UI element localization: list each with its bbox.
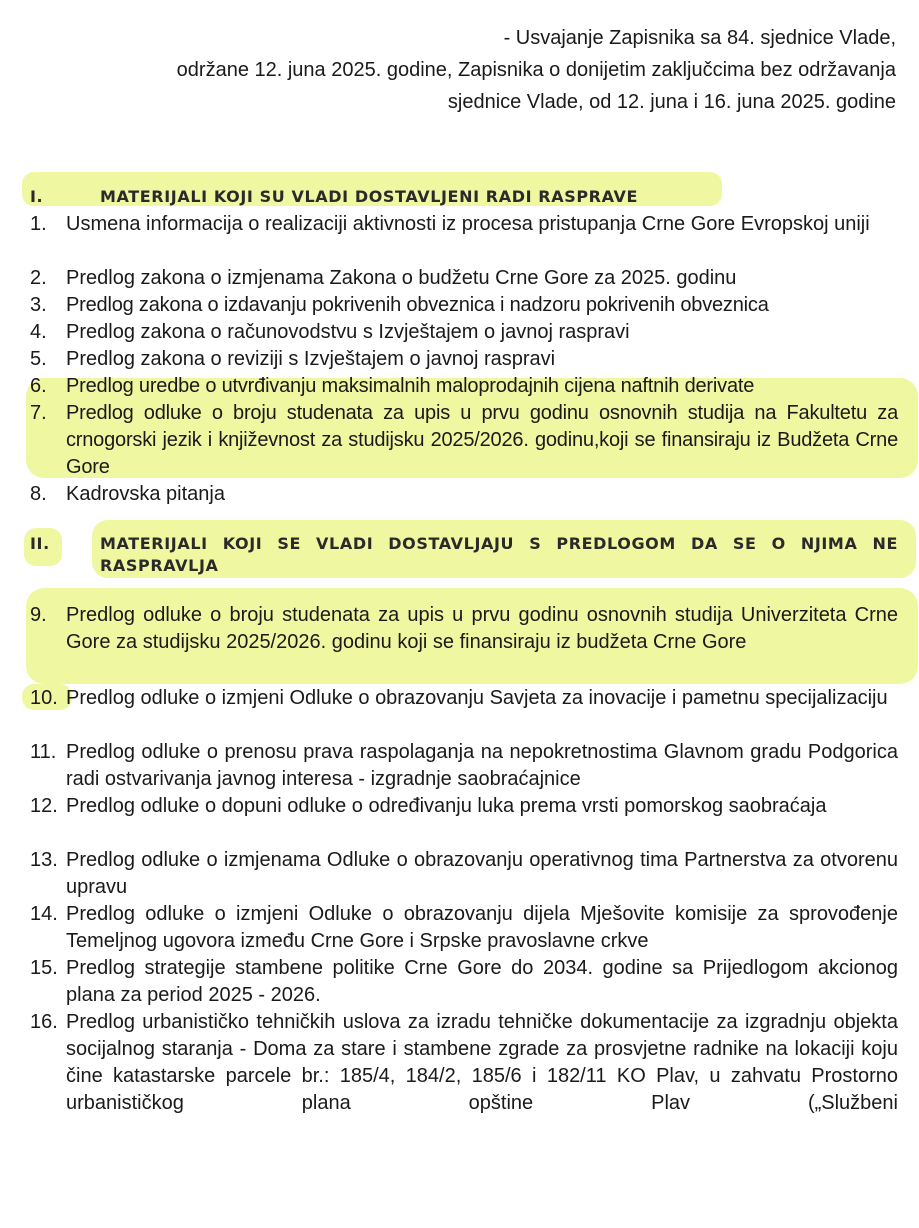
section-title: MATERIJALI KOJI SE VLADI DOSTAVLJAJU S PREDLOGOM DA SE O NJIMA NE RASPRAVLJA	[100, 534, 898, 575]
item-number: 11.	[30, 741, 57, 763]
item-number: 9.	[30, 604, 47, 626]
item-text: Predlog odluke o broju studenata za upis u prvu godinu osnovnih studija Univerziteta Crne Gore za studijsku 2025/2026. godinu koji se finansiraju iz budžeta Crne Gore	[66, 604, 898, 653]
item-number: 14.	[30, 903, 58, 925]
item-text: Predlog strategije stambene politike Crne Gore do 2034. godine sa Prijedlogom akcionog plana za period 2025 - 2026.	[66, 957, 898, 1006]
item-text: Predlog urbanističko tehničkih uslova za izradu tehničke dokumentacije za izgradnju objekta socijalnog staranja - Doma za stare i stambene zgrade za prosvjetne radnike na lokaciji koju čine katastarske parcele br.: 185/4, 184/2, 185/6 i 182/11 KO Plav, u zahvatu Prostorno urbanističkog plana opštine Plav („Službeni	[66, 1011, 898, 1114]
agenda-item	[30, 602, 898, 683]
intro-line-3: sjednice Vlade, od 12. juna i 16. juna 2025. godine	[447, 91, 896, 113]
item-number: 7.	[30, 402, 47, 424]
agenda-item	[30, 793, 898, 847]
item-number: 2.	[30, 267, 47, 289]
agenda-item	[30, 400, 898, 481]
item-text: Predlog odluke o prenosu prava raspolaganja na nepokretnostima Glavnom gradu Podgorica radi ostvarivanja javnog interesa - izgradnje saobraćajnice	[66, 741, 898, 790]
item-number: 4.	[30, 321, 47, 343]
item-text: Predlog uredbe o utvrđivanju maksimalnih maloprodajnih cijena naftnih derivate	[66, 375, 755, 397]
agenda-item	[30, 901, 898, 955]
item-number: 15.	[30, 957, 58, 979]
item-number: 1.	[30, 213, 47, 235]
item-text: Usmena informacija o realizaciji aktivnosti iz procesa pristupanja Crne Gore Evropskoj uniji	[66, 213, 870, 235]
item-text: Predlog odluke o izmjeni Odluke o obrazovanju Savjeta za inovacije i pametnu specijalizaciju	[66, 687, 888, 709]
item-text: Predlog odluke o dopuni odluke o određivanju luka prema vrsti pomorskog saobraćaja	[66, 795, 827, 817]
item-number: 5.	[30, 348, 47, 370]
intro-line-1: - Usvajanje Zapisnika sa 84. sjednice Vlade,	[503, 27, 896, 49]
item-number: 13.	[30, 849, 58, 871]
agenda-item	[30, 1009, 898, 1117]
agenda-item	[30, 955, 898, 1009]
item-number: 10.	[30, 687, 58, 709]
item-text: Predlog odluke o izmjeni Odluke o obrazovanju dijela Mješovite komisije za sprovođenje Temeljnog ugovora između Crne Gore i Srpske pravoslavne crkve	[66, 903, 898, 952]
item-text: Predlog zakona o reviziji s Izvještajem o javnoj raspravi	[66, 348, 556, 370]
agenda-item	[30, 685, 898, 739]
item-number: 3.	[30, 294, 47, 316]
agenda-item	[30, 211, 898, 265]
section-numeral: II.	[30, 534, 50, 553]
item-text: Predlog odluke o izmjenama Odluke o obrazovanju operativnog tima Partnerstva za otvorenu upravu	[66, 849, 898, 898]
item-number: 8.	[30, 483, 47, 505]
intro-paragraph	[40, 22, 896, 118]
intro-line-2: održane 12. juna 2025. godine, Zapisnika o donijetim zaključcima bez održavanja	[176, 59, 896, 81]
agenda-item	[30, 739, 898, 793]
section-numeral: I.	[30, 187, 44, 206]
item-text: Predlog zakona o izdavanju pokrivenih obveznica i nadzoru pokrivenih obveznica	[66, 294, 769, 316]
item-text: Predlog zakona o izmjenama Zakona o budžetu Crne Gore za 2025. godinu	[66, 267, 737, 289]
item-text: Predlog odluke o broju studenata za upis u prvu godinu osnovnih studija na Fakultetu za crnogorski jezik i književnost za studijsku 2025/2026. godinu,koji se finansiraju iz Budžeta Crne Gore	[66, 402, 898, 478]
section-title: MATERIJALI KOJI SU VLADI DOSTAVLJENI RADI RASPRAVE	[100, 187, 638, 206]
item-number: 6.	[30, 375, 47, 397]
item-text: Kadrovska pitanja	[66, 483, 225, 505]
item-text: Predlog zakona o računovodstvu s Izvještajem o javnoj raspravi	[66, 321, 630, 343]
item-number: 16.	[30, 1011, 58, 1033]
agenda-item	[30, 847, 898, 901]
item-number: 12.	[30, 795, 58, 817]
